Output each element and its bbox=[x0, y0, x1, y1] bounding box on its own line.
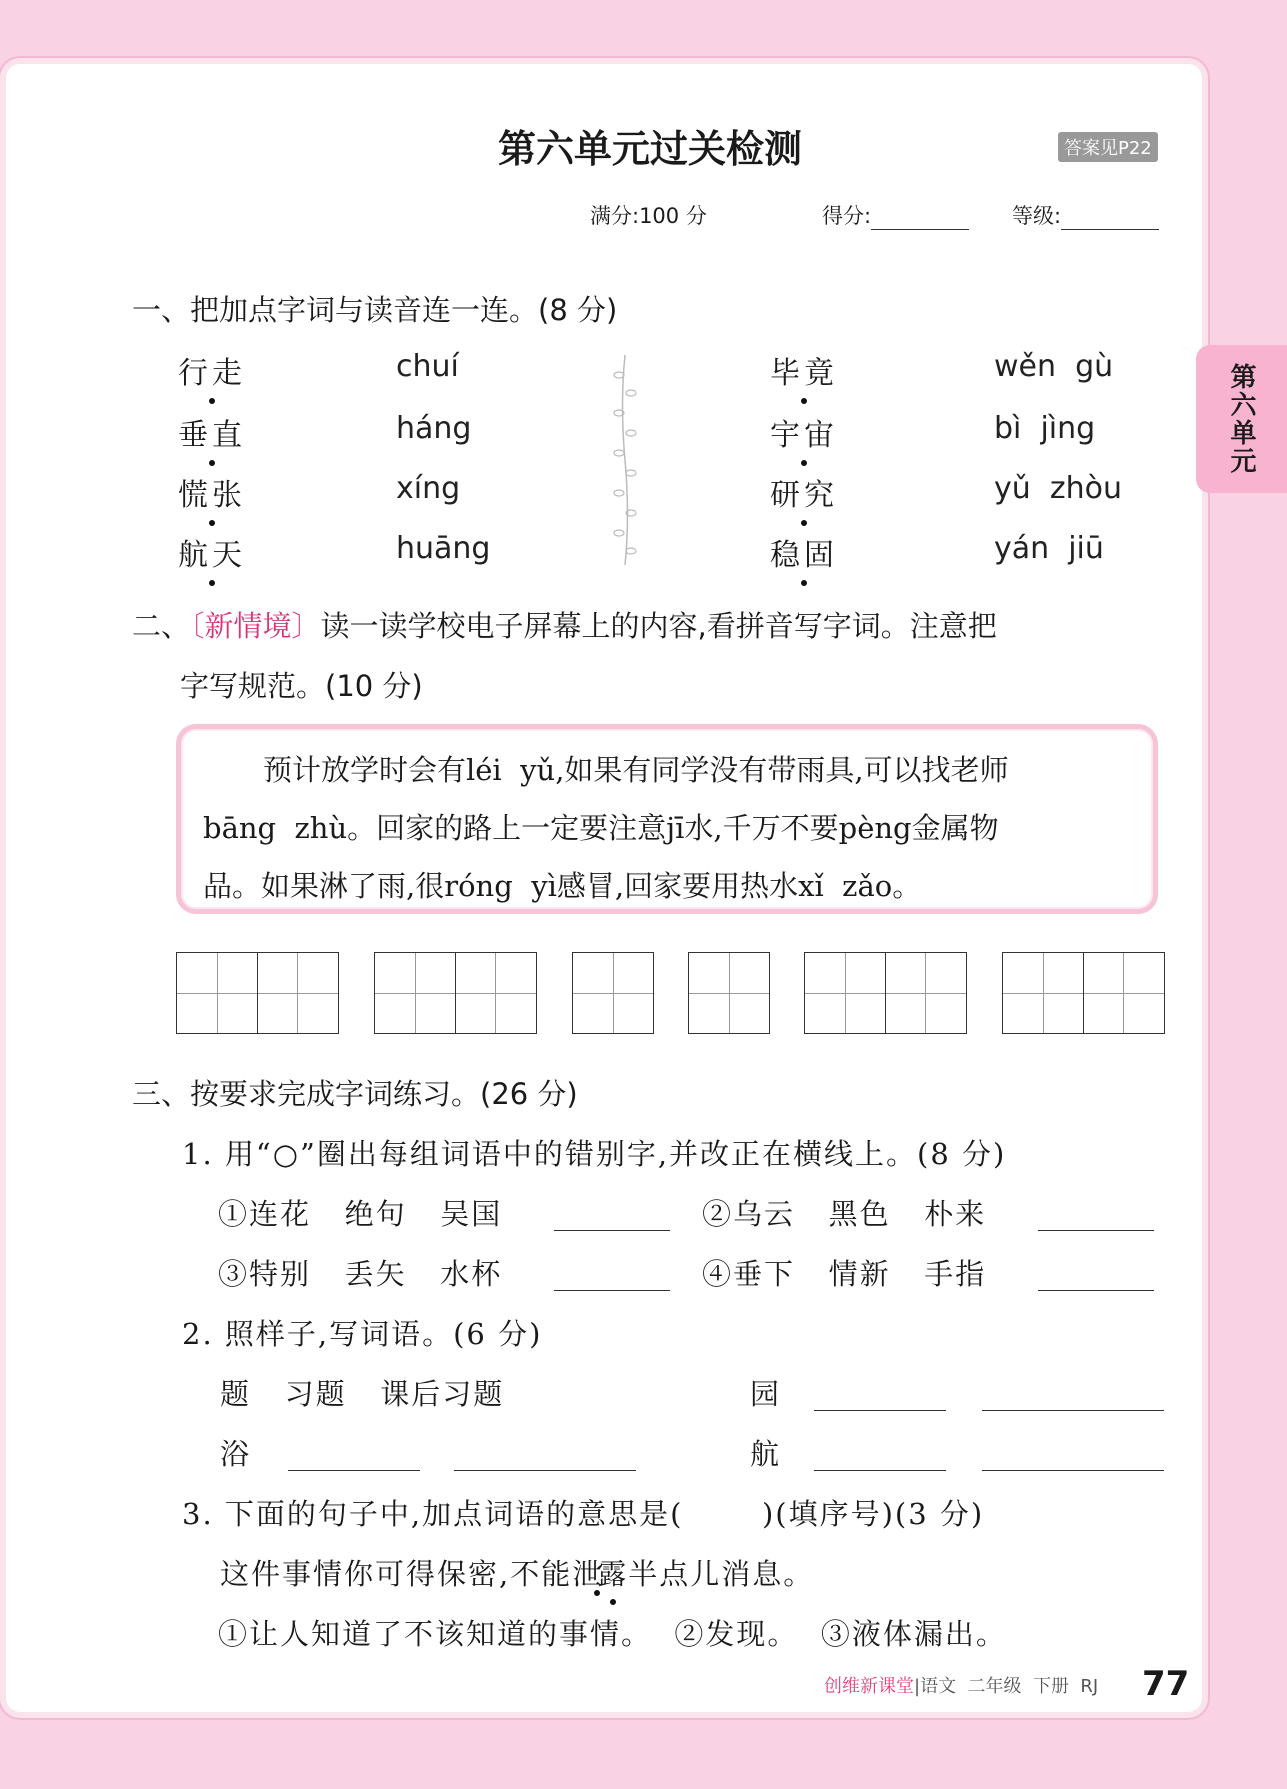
q3-sentence bbox=[220, 1552, 814, 1593]
q2-blank-yuan-2[interactable] bbox=[982, 1410, 1164, 1411]
score-field bbox=[822, 200, 969, 230]
writing-grid-3[interactable] bbox=[572, 952, 654, 1034]
section2-prefix: 二、 bbox=[132, 609, 191, 643]
left-word-3[interactable]: 慌张 bbox=[178, 470, 246, 514]
q3-options: ①让人知道了不该知道的事情。 ②发现。 ③液体漏出。 bbox=[218, 1617, 1007, 1651]
vine-divider-icon bbox=[610, 355, 640, 565]
right-pinyin-4[interactable]: yán jiū bbox=[994, 531, 1104, 566]
unit-side-tab-label: 第六单元 bbox=[1226, 363, 1256, 475]
q1-title: 1. 用“○”圈出每组词语中的错别字,并改正在横线上。(8 分) bbox=[182, 1137, 1007, 1171]
section2-title bbox=[132, 604, 997, 645]
footer-book-info: |语文 二年级 下册 RJ bbox=[914, 1676, 1099, 1697]
new-context-tag: 〔新情境〕 bbox=[190, 609, 321, 643]
right-pinyin-2[interactable]: bì jìng bbox=[994, 411, 1096, 446]
q1-group-c: ③特别 丢矢 水杯 bbox=[218, 1257, 503, 1291]
left-word-2[interactable]: 垂直 bbox=[178, 410, 246, 454]
grid-cell[interactable] bbox=[572, 952, 654, 1034]
q2-blank-hang-2[interactable] bbox=[982, 1470, 1164, 1471]
right-pinyin-1[interactable]: wěn gù bbox=[994, 349, 1114, 384]
screen-passage-box bbox=[176, 724, 1158, 914]
left-word-1[interactable]: 行走 bbox=[178, 348, 246, 392]
q1-answer-blank-a[interactable] bbox=[554, 1230, 670, 1231]
left-pinyin-3[interactable]: xíng bbox=[396, 471, 461, 506]
q1-group-b: ②乌云 黑色 朴来 bbox=[702, 1197, 987, 1231]
q3-title: 3. 下面的句子中,加点词语的意思是( )(填序号)(3 分) bbox=[182, 1497, 985, 1531]
q2-blank-yuan-1[interactable] bbox=[814, 1410, 946, 1411]
grid-cell[interactable] bbox=[885, 952, 967, 1034]
q2-example: 题 习题 课后习题 bbox=[220, 1377, 505, 1411]
q1-answer-blank-d[interactable] bbox=[1038, 1290, 1154, 1291]
footer-info bbox=[824, 1672, 1098, 1698]
section3-title: 三、按要求完成字词练习。(26 分) bbox=[132, 1077, 578, 1111]
grid-cell[interactable] bbox=[374, 952, 456, 1034]
right-word-4[interactable]: 稳固 bbox=[770, 530, 838, 574]
passage-line-3: 品。如果淋了雨,很róng yì感冒,回家要用热水xǐ zǎo。 bbox=[203, 869, 922, 903]
q2-char-hang: 航 bbox=[750, 1437, 782, 1471]
q1-group-d: ④垂下 情新 手指 bbox=[702, 1257, 987, 1291]
q1-answer-blank-c[interactable] bbox=[554, 1290, 670, 1291]
section2-title-b: 字写规范。(10 分) bbox=[180, 669, 423, 703]
footer-brand: 创维新课堂 bbox=[824, 1676, 914, 1697]
passage-line-2: bāng zhù。回家的路上一定要注意jī水,千万不要pèng金属物 bbox=[203, 811, 999, 845]
right-word-2[interactable]: 宇宙 bbox=[770, 410, 838, 454]
right-word-3[interactable]: 研究 bbox=[770, 470, 838, 514]
grid-cell[interactable] bbox=[1083, 952, 1165, 1034]
q2-blank-yu-1[interactable] bbox=[288, 1470, 420, 1471]
full-score: 满分:100 分 bbox=[590, 204, 707, 228]
page-number: 77 bbox=[1142, 1664, 1190, 1704]
q1-group-a: ①连花 绝句 吴国 bbox=[218, 1197, 503, 1231]
grade-blank[interactable] bbox=[1061, 205, 1159, 230]
grid-cell[interactable] bbox=[257, 952, 339, 1034]
grid-cell[interactable] bbox=[804, 952, 886, 1034]
passage-line-1: 预计放学时会有léi yǔ,如果有同学没有带雨具,可以找老师 bbox=[263, 753, 1009, 787]
left-word-4[interactable]: 航天 bbox=[178, 530, 246, 574]
left-pinyin-1[interactable]: chuí bbox=[396, 349, 459, 384]
page-title: 第六单元过关检测 bbox=[497, 127, 802, 171]
q2-blank-yu-2[interactable] bbox=[454, 1470, 636, 1471]
q3-dotted-word: 露 bbox=[597, 1552, 628, 1593]
writing-grid-6[interactable] bbox=[1002, 952, 1165, 1034]
grid-cell[interactable] bbox=[176, 952, 258, 1034]
section2-title-a: 读一读学校电子屏幕上的内容,看拼音写字词。注意把 bbox=[320, 609, 997, 643]
right-pinyin-3[interactable]: yǔ zhòu bbox=[994, 471, 1122, 506]
q2-title: 2. 照样子,写词语。(6 分) bbox=[182, 1317, 543, 1351]
section1-title: 一、把加点字词与读音连一连。(8 分) bbox=[132, 293, 618, 327]
q2-blank-hang-1[interactable] bbox=[814, 1470, 946, 1471]
writing-grid-5[interactable] bbox=[804, 952, 967, 1034]
q2-char-yu: 浴 bbox=[220, 1437, 252, 1471]
writing-grid-1[interactable] bbox=[176, 952, 339, 1034]
grade-label: 等级: bbox=[1012, 204, 1062, 228]
unit-side-tab bbox=[1196, 345, 1287, 493]
q3-sentence-a: 这件事情你可得保密,不能泄 bbox=[220, 1557, 604, 1591]
grade-field bbox=[1012, 200, 1159, 230]
q3-sentence-b: 半点儿消息。 bbox=[628, 1557, 815, 1591]
grid-cell[interactable] bbox=[455, 952, 537, 1034]
q1-answer-blank-b[interactable] bbox=[1038, 1230, 1154, 1231]
left-pinyin-2[interactable]: háng bbox=[396, 411, 472, 446]
answer-reference-badge: 答案见P22 bbox=[1058, 132, 1158, 162]
grid-cell[interactable] bbox=[688, 952, 770, 1034]
score-label: 得分: bbox=[822, 204, 872, 228]
writing-grid-2[interactable] bbox=[374, 952, 537, 1034]
grid-cell[interactable] bbox=[1002, 952, 1084, 1034]
score-blank[interactable] bbox=[871, 205, 969, 230]
q2-char-yuan: 园 bbox=[750, 1377, 782, 1411]
right-word-1[interactable]: 毕竟 bbox=[770, 348, 838, 392]
left-pinyin-4[interactable]: huāng bbox=[396, 531, 491, 566]
writing-grid-4[interactable] bbox=[688, 952, 770, 1034]
